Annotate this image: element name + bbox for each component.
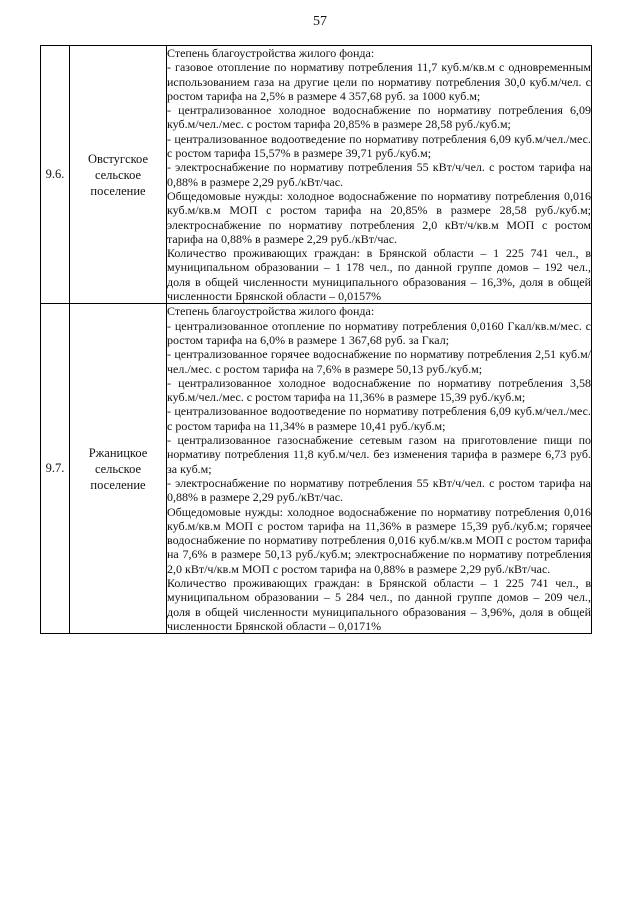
description-paragraph: - централизованное холодное водоснабжение по нормативу потребления 6,09 куб.м/чел./мес. с ростом тарифа 20,85% в размере 28,58 руб./куб.м; — [167, 103, 591, 132]
settlement-description — [167, 46, 592, 304]
settlement-name — [70, 304, 167, 634]
settlement-name-line: сельское — [94, 461, 142, 476]
description-paragraph: - централизованное отопление по нормативу потребления 0,0160 Гкал/кв.м/мес. с ростом тарифа на 6,0% в размере 1 367,68 руб. за Гкал; — [167, 318, 591, 347]
table-row — [41, 46, 592, 304]
description-paragraph: Степень благоустройства жилого фонда: — [167, 304, 375, 319]
settlement-name-line: Ржаницкое — [88, 445, 148, 460]
settlement-name-line: сельское — [94, 167, 142, 182]
description-paragraph: - электроснабжение по нормативу потребления 55 кВт/ч/чел. с ростом тарифа на 0,88% в размере 2,29 руб./кВт/час. — [167, 475, 591, 505]
description-paragraph: Общедомовые нужды: холодное водоснабжение по нормативу потребления 0,016 куб.м/кв.м МОП с ростом тарифа на 20,85% в размере 28,58 руб./куб.м; электроснабжение по нормативу потребления 2,0 кВт/ч/кв.м МОП с ростом тарифа на 0,88% в размере 2,29 руб./кВт/час. — [167, 188, 591, 246]
row-number: 9.6. — [41, 46, 70, 304]
settlement-name-line: поселение — [90, 477, 146, 492]
description-paragraph: - централизованное водоотведение по нормативу потребления 6,09 куб.м/чел./мес. с ростом тарифа 15,57% в размере 39,71 руб./куб.м; — [167, 131, 591, 161]
description-paragraph: - централизованное газоснабжение сетевым газом на приготовление пищи по нормативу потребления 11,8 куб.м/чел. без изменения тарифа в размере 6,73 руб. за куб.м; — [167, 433, 591, 476]
description-paragraph: - централизованное водоотведение по нормативу потребления 6,09 куб.м/чел./мес. с ростом тарифа на 11,34% в размере 10,41 руб./куб.м; — [167, 404, 591, 433]
description-paragraph: - газовое отопление по нормативу потребления 11,7 куб.м/кв.м с одновременным использованием газа на другие цели по нормативу потребления 30,0 куб.м/чел. с ростом тарифа на 2,5% в размере 4 357,68 руб. за 1000 куб.м; — [167, 60, 591, 103]
tariff-table — [40, 45, 592, 634]
table-row — [41, 304, 592, 634]
settlement-name — [70, 46, 167, 304]
description-paragraph: Количество проживающих граждан: в Брянской области – 1 225 741 чел., в муниципальном образовании – 1 178 чел., по данной группе домов – 192 чел., доля в общей численности муниципального образования – 16,3%, доля в общей численности Брянской области – 0,0157% — [167, 246, 591, 304]
description-paragraph: Количество проживающих граждан: в Брянской области – 1 225 741 чел., в муниципальном образовании – 5 284 чел., по данной группе домов – 209 чел., доля в общей численности муниципального образования – 3,96%, доля в общей численности Брянской области – 0,0171% — [167, 575, 591, 633]
settlement-name-line: поселение — [90, 183, 146, 198]
settlement-name-line: Овстугское — [87, 151, 149, 166]
description-paragraph: Степень благоустройства жилого фонда: — [167, 46, 375, 60]
description-paragraph: - электроснабжение по нормативу потребления 55 кВт/ч/чел. с ростом тарифа на 0,88% в размере 2,29 руб./кВт/час. — [167, 160, 591, 189]
description-paragraph: Общедомовые нужды: холодное водоснабжение по нормативу потребления 0,016 куб.м/кв.м МОП с ростом тарифа на 11,36% в размере 15,39 руб./куб.м; горячее водоснабжение по нормативу потребления 0,016 куб.м/кв.м МОП с ростом тарифа на 7,6% в размере 50,13 руб./куб.м; электроснабжение по нормативу потребления 2,0 кВт/ч/кв.м МОП с ростом тарифа на 0,88% в размере 2,29 руб./кВт/час. — [167, 504, 591, 576]
settlement-description — [167, 304, 592, 634]
page-number: 57 — [313, 14, 327, 29]
description-paragraph: - централизованное горячее водоснабжение по нормативу потребления 2,51 куб.м/чел./мес. с ростом тарифа на 7,6% в размере 50,13 руб./куб.м; — [167, 347, 591, 376]
row-number: 9.7. — [41, 304, 70, 634]
description-paragraph: - централизованное холодное водоснабжение по нормативу потребления 3,58 куб.м/чел./мес. с ростом тарифа на 11,36% в размере 15,39 руб./куб.м; — [167, 375, 591, 405]
